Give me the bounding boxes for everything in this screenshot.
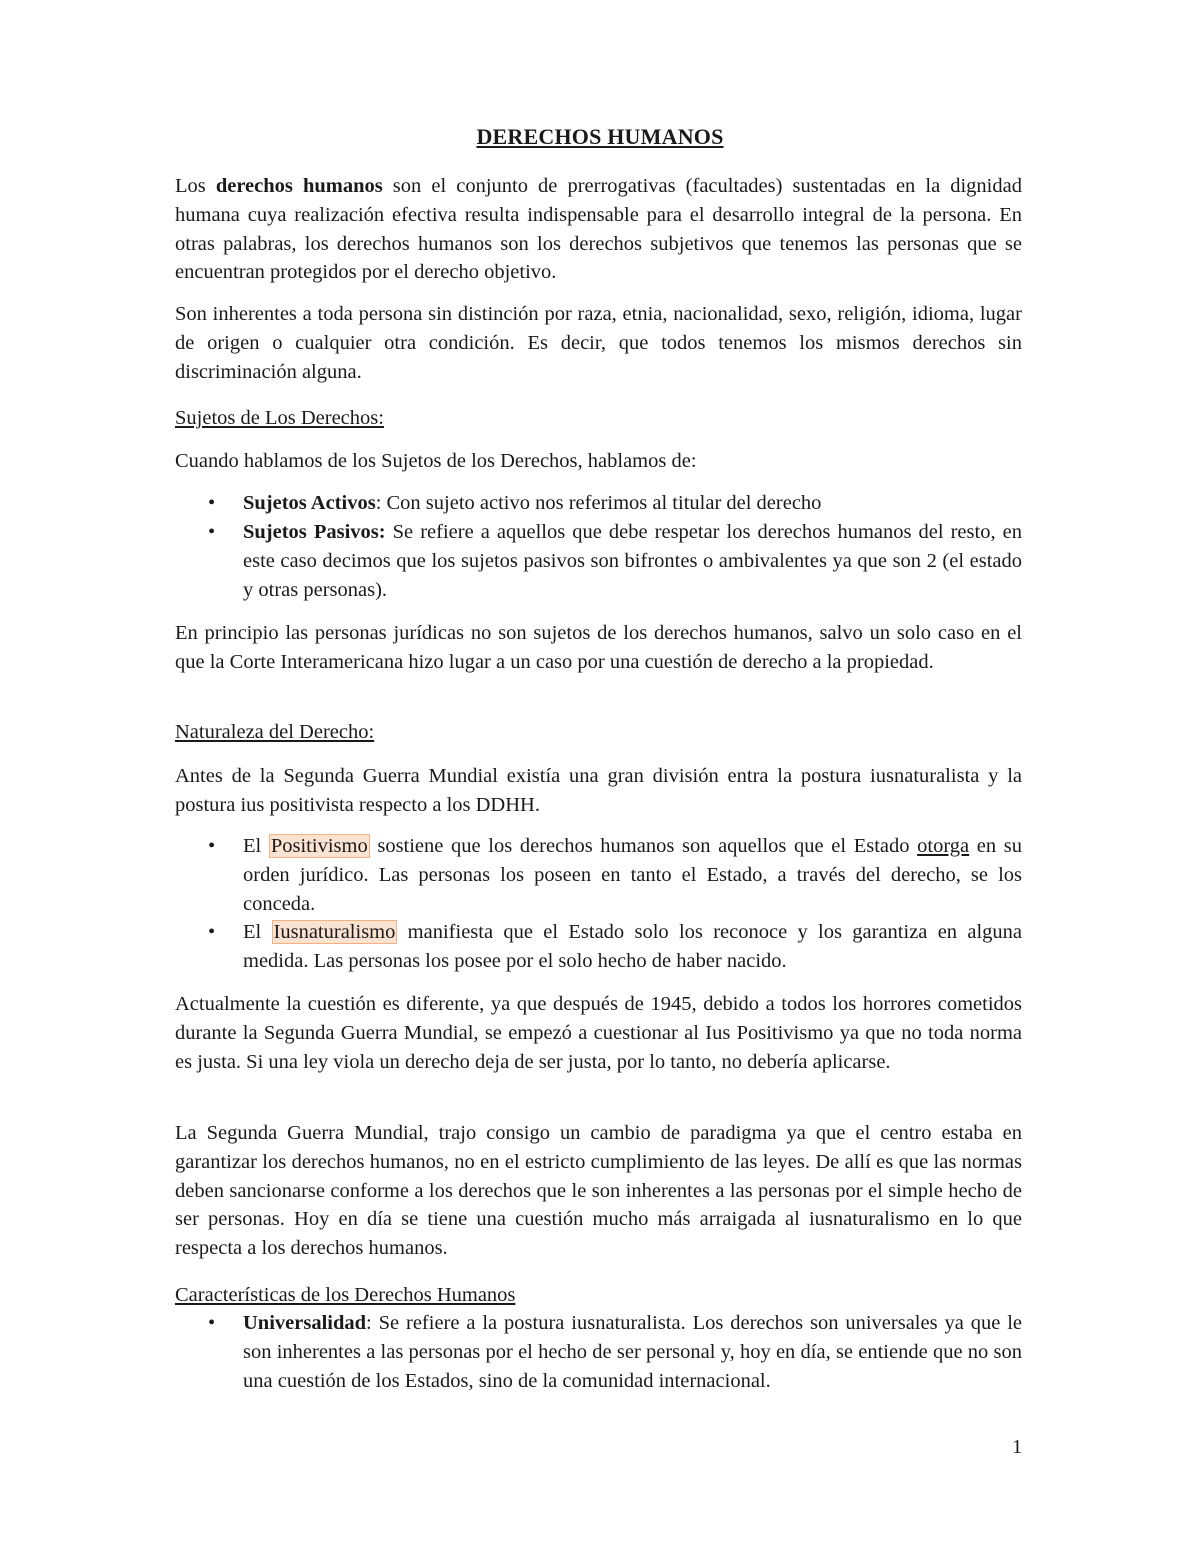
bullet-text: Se refiere a aquellos que debe respetar los derechos humanos del resto, en este caso decimos que los sujetos pasivos son bifrontes o ambivalentes ya que son 2 (el estado y otras personas). — [243, 521, 1022, 601]
bullet-dot: • — [208, 835, 216, 857]
paragraph-sujetos-intro: Cuando hablamos de los Sujetos de los Derechos, hablamos de: — [175, 450, 697, 472]
heading-caracteristicas: Características de los Derechos Humanos — [175, 1284, 516, 1306]
bullet-dot: • — [208, 921, 216, 943]
bullet-dot: • — [208, 1312, 216, 1334]
bullet-text: manifiesta que el Estado solo los reconoce y los garantiza en alguna medida. Las personas los posee por el solo hecho de haber nacido. — [243, 921, 1023, 972]
bullet-text-end: en su orden jurídico. Las personas los poseen en tanto el Estado, a través del derecho, se los conceda. — [243, 835, 1022, 915]
bullet-sujetos-activos — [208, 489, 1022, 518]
bullet-term: Universalidad — [243, 1312, 367, 1334]
bullet-dot: • — [208, 492, 216, 514]
paragraph-definition — [175, 172, 1022, 287]
bullet-positivismo — [208, 832, 1022, 918]
bullet-sujetos-pasivos — [208, 518, 1022, 604]
bullet-term: Sujetos Activos — [243, 492, 376, 514]
underlined-otorga: otorga — [917, 835, 970, 857]
page-number: 1 — [1012, 1436, 1023, 1458]
document-title: DERECHOS HUMANOS — [476, 124, 724, 149]
highlight-positivismo: Positivismo — [270, 835, 368, 857]
heading-naturaleza: Naturaleza del Derecho: — [175, 721, 375, 743]
paragraph-actualmente: Actualmente la cuestión es diferente, ya que después de 1945, debido a todos los horrores cometidos durante la Segunda Guerra Mundial, se empezó a cuestionar al Ius Positivismo ya que no toda norma es justa. Si una ley viola un derecho deja de ser justa, por lo tanto, no debería aplicarse. — [175, 993, 1022, 1073]
paragraph-paradigma: La Segunda Guerra Mundial, trajo consigo un cambio de paradigma ya que el centro estaba en garantizar los derechos humanos, no en el estricto cumplimiento de las leyes. De allí es que las normas deben sancionarse conforme a los derechos que le son inherentes a las personas por el simple hecho de ser personas. Hoy en día se tiene una cuestión mucho más arraigada al iusnaturalismo en lo que respecta a los derechos humanos. — [175, 1122, 1022, 1260]
bullet-universalidad — [208, 1309, 1022, 1395]
bullet-dot: • — [208, 521, 216, 543]
bullet-lead: El — [243, 921, 272, 943]
p1-bold-term: derechos humanos — [215, 175, 383, 197]
paragraph-inherent: Son inherentes a toda persona sin distinción por raza, etnia, nacionalidad, sexo, religión, idioma, lugar de origen o cualquier otra condición. Es decir, que todos tenemos los mismos derechos sin discriminación alguna. — [175, 303, 1022, 383]
bullet-lead: El — [243, 835, 269, 857]
bullet-term: Sujetos Pasivos: — [243, 521, 386, 543]
p1-lead: Los — [175, 175, 216, 197]
bullet-iusnaturalismo — [208, 918, 1023, 976]
bullet-text: : Se refiere a la postura iusnaturalista. Los derechos son universales ya que le son inherentes a las personas por el hecho de ser personal y, hoy en día, se entiende que no son una cuestión de los Estados, sino de la comunidad internacional. — [243, 1312, 1022, 1392]
paragraph-personas-juridicas: En principio las personas jurídicas no son sujetos de los derechos humanos, salvo un solo caso en el que la Corte Interamericana hizo lugar a un caso por una cuestión de derecho a la propiedad. — [175, 622, 1022, 673]
bullet-text: : Con sujeto activo nos referimos al titular del derecho — [375, 492, 822, 514]
p1-rest: son el conjunto de prerrogativas (facultades) sustentadas en la dignidad humana cuya realización efectiva resulta indispensable para el desarrollo integral de la persona. En otras palabras, los derechos humanos son los derechos subjetivos que tenemos las personas que se encuentran protegidos por el derecho objetivo. — [175, 175, 1022, 284]
heading-sujetos: Sujetos de Los Derechos: — [175, 407, 384, 429]
bullet-text: sostiene que los derechos humanos son aquellos que el Estado — [369, 835, 918, 857]
paragraph-segunda-guerra: Antes de la Segunda Guerra Mundial existía una gran división entra la postura iusnaturalista y la postura ius positivista respecto a los DDHH. — [175, 765, 1022, 816]
highlight-iusnaturalismo: Iusnaturalismo — [273, 921, 396, 943]
